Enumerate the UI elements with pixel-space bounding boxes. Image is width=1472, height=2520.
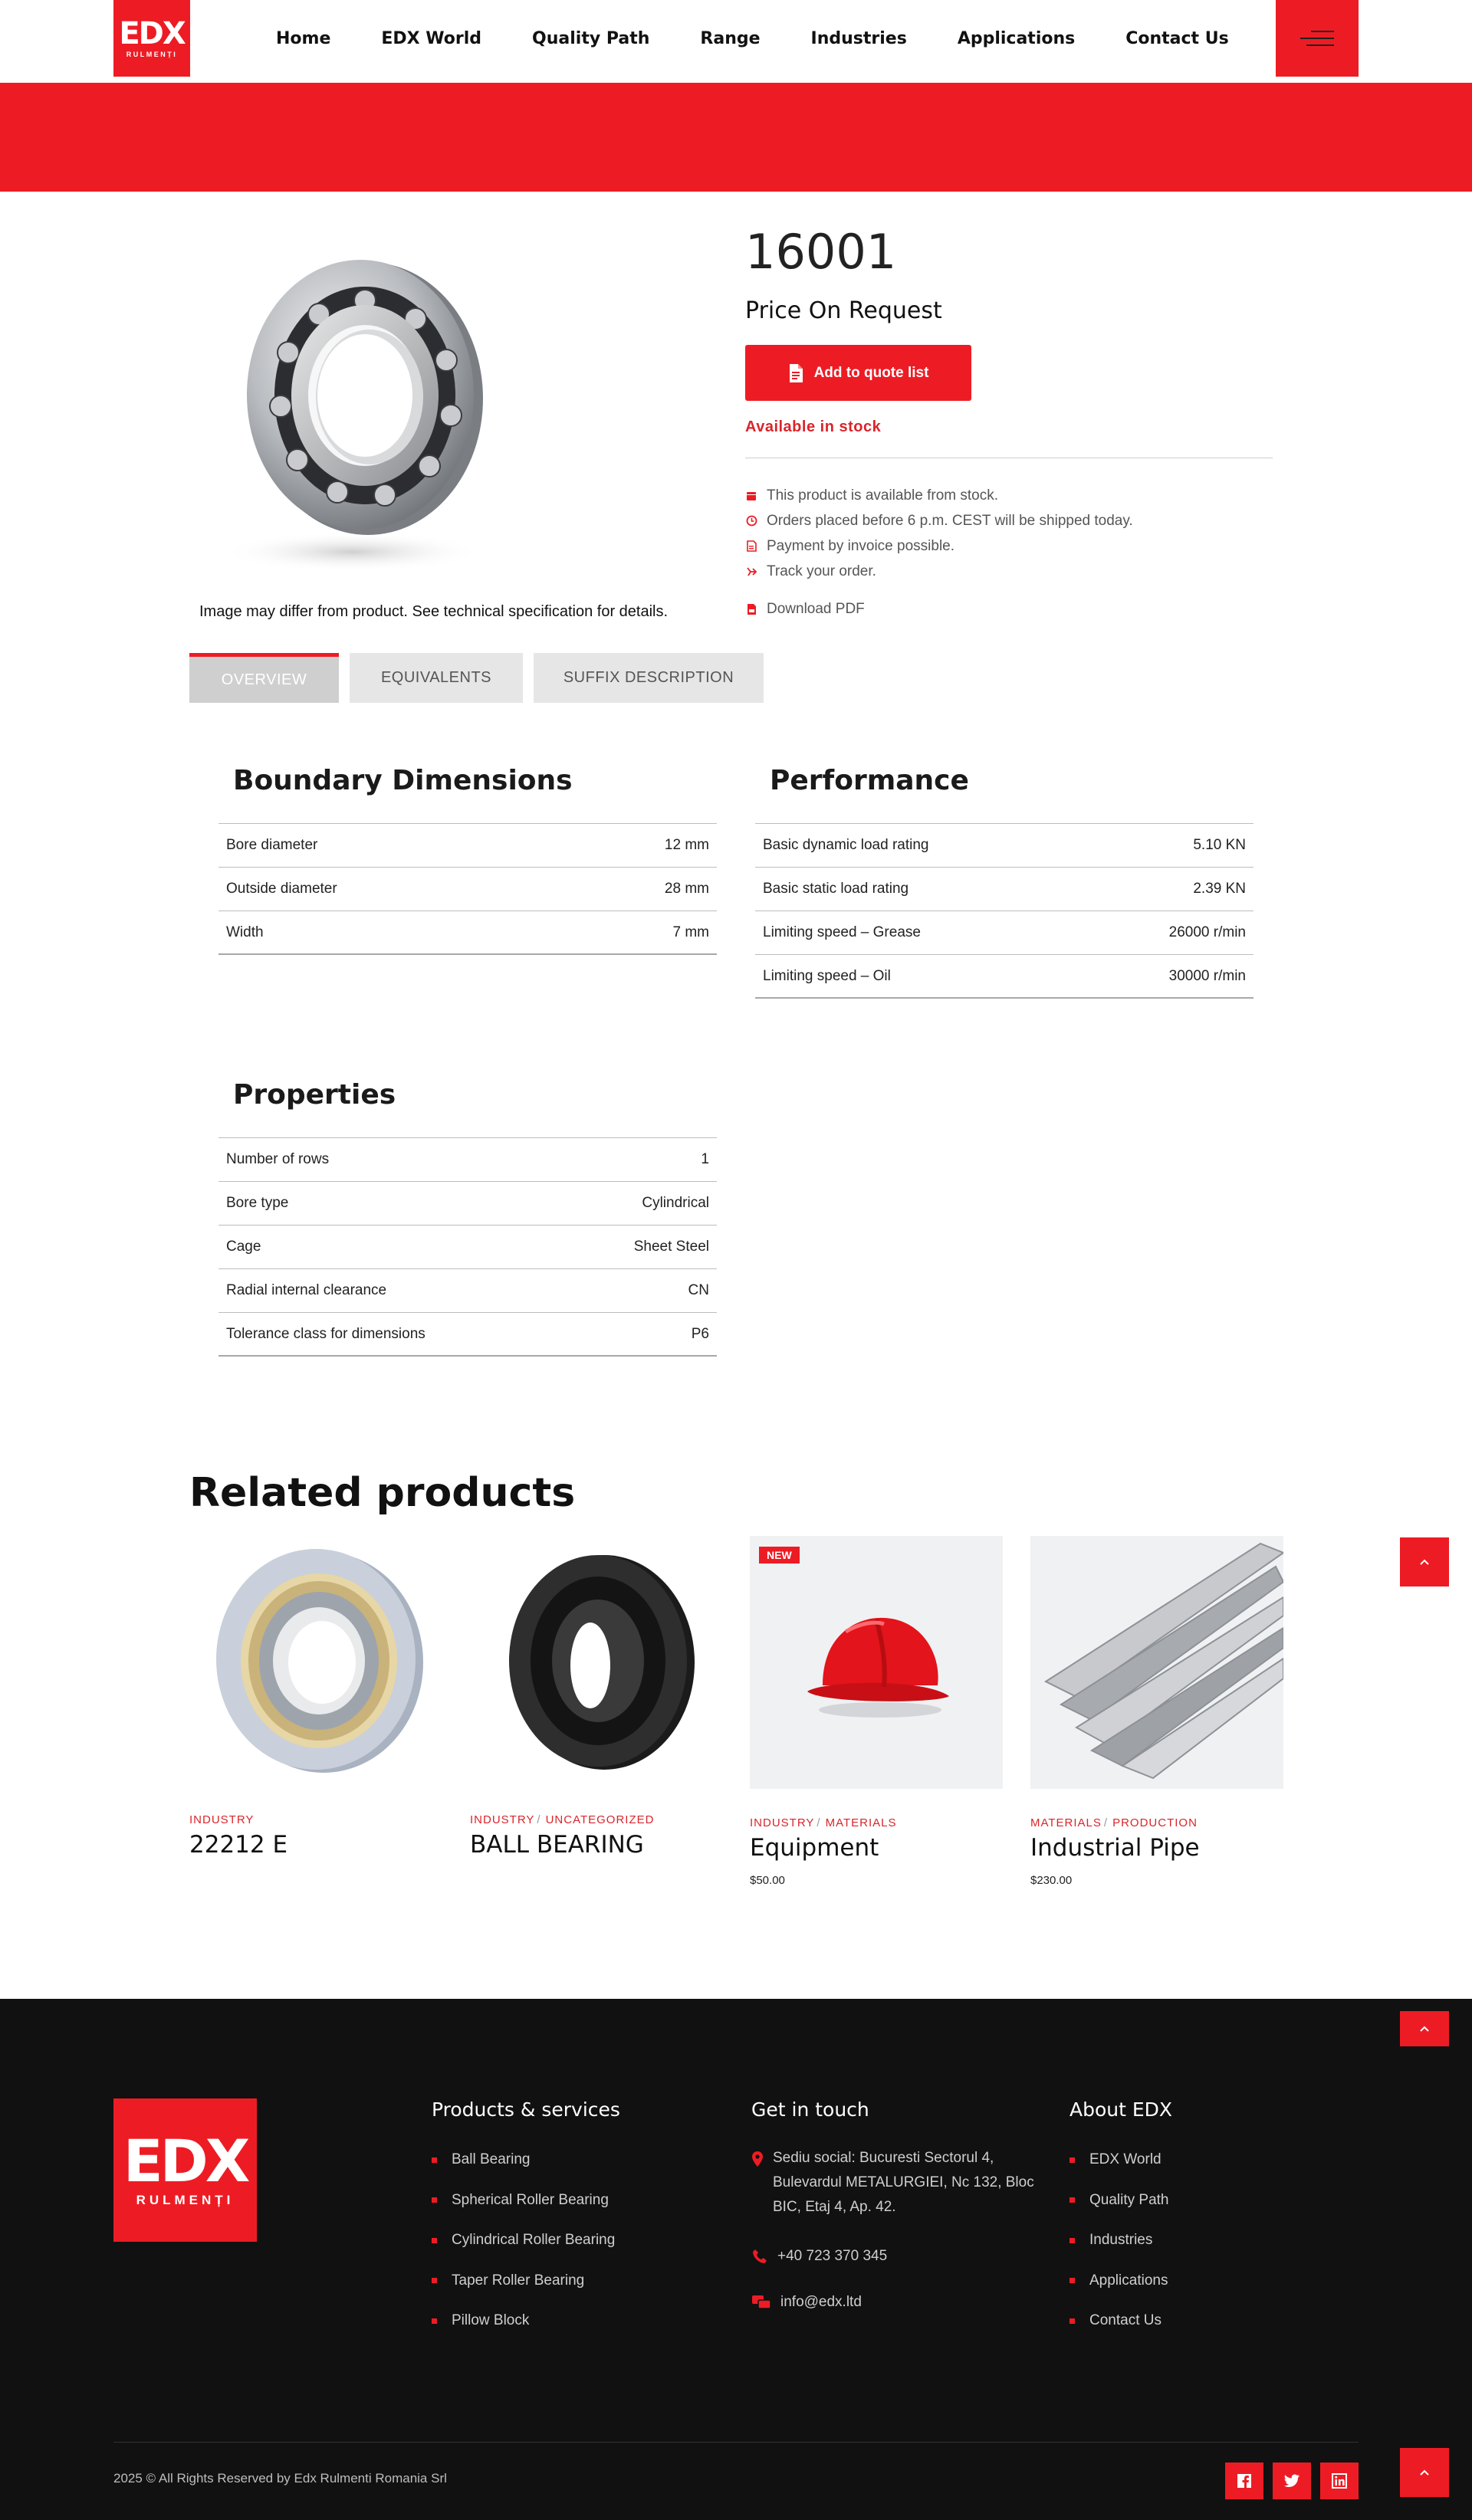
product-card[interactable]: [750, 1536, 1003, 1887]
document-icon: [788, 363, 803, 383]
logo-main-text: EDX: [119, 16, 185, 51]
download-pdf-link[interactable]: [745, 601, 865, 618]
download-pdf-label: Download PDF: [767, 601, 865, 617]
spec-value: 30000 r/min: [1168, 967, 1246, 984]
location-icon: [751, 2146, 764, 2220]
facebook-button[interactable]: [1225, 2463, 1263, 2499]
address: Sediu social: Bucuresti Sectorul 4, Bulevardul METALURGIEI, Nc 132, Bloc BIC, Etaj 4, Ap. 42.: [751, 2146, 1043, 2220]
product-image: [207, 245, 514, 582]
scroll-top-button[interactable]: [1400, 2448, 1449, 2497]
spec-value: 5.10 KN: [1193, 837, 1246, 853]
facebook-icon: [1237, 2473, 1252, 2489]
table-row: [219, 911, 717, 955]
boundary-dimensions-table: [219, 823, 717, 955]
product-info-list: [745, 483, 1133, 584]
footer-logo[interactable]: [113, 2098, 257, 2242]
category-link[interactable]: UNCATEGORIZED: [545, 1813, 655, 1826]
table-row: [219, 1226, 717, 1269]
twitter-icon: [1283, 2474, 1300, 2488]
performance-table: [755, 823, 1254, 999]
footer-link[interactable]: Applications: [1070, 2261, 1169, 2302]
footer-link[interactable]: Quality Path: [1070, 2180, 1169, 2221]
spec-label: Bore type: [226, 1195, 289, 1211]
phone[interactable]: +40 723 370 345: [751, 2244, 887, 2269]
footer-link[interactable]: Contact Us: [1070, 2301, 1169, 2341]
product-price: Price On Request: [745, 297, 942, 324]
product-title: 16001: [745, 224, 897, 280]
footer-link[interactable]: Industries: [1070, 2220, 1169, 2261]
footer-link[interactable]: Taper Roller Bearing: [432, 2261, 615, 2302]
spec-label: Width: [226, 924, 264, 940]
product-card-image[interactable]: [1030, 1536, 1283, 1789]
table-row: [755, 868, 1254, 911]
tab-equivalents[interactable]: EQUIVALENTS: [350, 653, 523, 703]
scroll-top-button[interactable]: [1400, 2011, 1449, 2046]
spec-label: Limiting speed – Oil: [763, 967, 891, 984]
spec-label: Tolerance class for dimensions: [226, 1325, 426, 1342]
footer-link[interactable]: Pillow Block: [432, 2301, 615, 2341]
table-row: [755, 824, 1254, 868]
hamburger-icon: [1300, 29, 1334, 48]
product-card-image[interactable]: [470, 1536, 723, 1789]
boundary-dimensions-title: Boundary Dimensions: [233, 765, 573, 796]
product-card-categories: [189, 1813, 442, 1826]
tab-suffix-description[interactable]: SUFFIX DESCRIPTION: [534, 653, 764, 703]
menu-button[interactable]: [1276, 0, 1359, 77]
category-link[interactable]: INDUSTRY: [189, 1813, 255, 1826]
image-disclaimer: Image may differ from product. See technical specification for details.: [199, 603, 669, 620]
product-tabs: [189, 653, 774, 703]
get-in-touch-title: Get in touch: [751, 2098, 869, 2121]
clock-icon: [745, 515, 757, 527]
scroll-top-button[interactable]: [1400, 1537, 1449, 1586]
nav-applications[interactable]: Applications: [957, 28, 1076, 48]
linkedin-button[interactable]: [1320, 2463, 1359, 2499]
product-card-image[interactable]: [189, 1536, 442, 1789]
info-text: Orders placed before 6 p.m. CEST will be shipped today.: [767, 512, 1133, 529]
category-link[interactable]: INDUSTRY: [750, 1816, 815, 1829]
table-row: [219, 1138, 717, 1182]
footer-link[interactable]: Ball Bearing: [432, 2140, 615, 2180]
nav-edx-world[interactable]: EDX World: [381, 28, 482, 48]
site-logo[interactable]: [113, 0, 190, 77]
spec-label: Outside diameter: [226, 881, 337, 897]
product-card[interactable]: [1030, 1536, 1283, 1887]
linkedin-icon: [1332, 2473, 1347, 2489]
info-item: [745, 483, 1133, 508]
main-nav: [276, 0, 1280, 77]
spec-value: CN: [688, 1282, 709, 1298]
spec-value: 7 mm: [672, 924, 709, 940]
product-card[interactable]: [189, 1536, 442, 1859]
logo-sub-text: RULMENȚI: [126, 51, 178, 58]
phone-icon: [751, 2244, 768, 2269]
footer-link[interactable]: Spherical Roller Bearing: [432, 2180, 615, 2221]
product-card-categories: INDUSTRY / MATERIALS: [750, 1816, 897, 1829]
spec-label: Limiting speed – Grease: [763, 924, 921, 940]
chat-icon: [751, 2290, 771, 2315]
info-item: [745, 508, 1133, 533]
spec-value: P6: [691, 1325, 709, 1342]
info-item: [745, 559, 1133, 584]
new-badge: NEW: [759, 1547, 800, 1564]
category-link[interactable]: PRODUCTION: [1112, 1816, 1198, 1829]
spec-label: Bore diameter: [226, 837, 318, 853]
nav-quality-path[interactable]: Quality Path: [532, 28, 650, 48]
product-card-categories: INDUSTRY / UNCATEGORIZED: [470, 1813, 655, 1826]
footer-divider: [113, 2442, 1359, 2443]
table-row: [219, 1182, 717, 1226]
pdf-icon: [745, 603, 757, 615]
site-header: [0, 0, 1472, 83]
product-card[interactable]: [470, 1536, 723, 1859]
email[interactable]: info@edx.ltd: [751, 2290, 862, 2315]
calendar-icon: [745, 491, 757, 501]
related-products-title: Related products: [189, 1470, 576, 1516]
table-row: [755, 911, 1254, 955]
nav-contact-us[interactable]: Contact Us: [1125, 28, 1229, 48]
spec-label: Number of rows: [226, 1151, 330, 1167]
category-link[interactable]: INDUSTRY: [470, 1813, 535, 1826]
product-card-price: $50.00: [750, 1874, 785, 1887]
chevron-up-icon: [1419, 2025, 1430, 2033]
table-row: [219, 824, 717, 868]
product-card-price: $230.00: [1030, 1874, 1073, 1887]
chevron-up-icon: [1419, 1558, 1430, 1566]
product-card-title[interactable]: Equipment: [750, 1834, 879, 1862]
properties-table: [219, 1137, 717, 1357]
info-item: [745, 533, 1133, 559]
about-edx-list: [1070, 2140, 1169, 2341]
product-card-categories: MATERIALS / PRODUCTION: [1030, 1816, 1198, 1829]
table-row: [219, 1313, 717, 1357]
spec-value: 2.39 KN: [1193, 881, 1246, 897]
invoice-icon: [745, 540, 757, 552]
spec-value: 12 mm: [664, 837, 709, 853]
spec-value: 26000 r/min: [1168, 924, 1246, 940]
info-text: Track your order.: [767, 563, 876, 579]
spec-label: Basic dynamic load rating: [763, 837, 929, 853]
nav-home[interactable]: Home: [276, 28, 331, 48]
page-banner: [0, 83, 1472, 192]
properties-title: Properties: [233, 1079, 396, 1111]
spec-value: Cylindrical: [642, 1195, 709, 1211]
products-services-list: [432, 2140, 615, 2341]
stock-status: Available in stock: [745, 418, 882, 435]
product-card-image[interactable]: [750, 1536, 1003, 1789]
info-text: This product is available from stock.: [767, 487, 999, 504]
add-to-quote-label: Add to quote list: [813, 364, 929, 381]
spec-value: Sheet Steel: [633, 1239, 709, 1255]
product-card-title[interactable]: BALL BEARING: [470, 1831, 644, 1859]
spec-value: 1: [701, 1151, 709, 1167]
spec-label: Basic static load rating: [763, 881, 909, 897]
copyright: 2025 © All Rights Reserved by Edx Rulmenti Romania Srl: [113, 2471, 447, 2486]
twitter-button[interactable]: [1273, 2463, 1311, 2499]
info-text: Payment by invoice possible.: [767, 537, 955, 554]
logo-sub-text: RULMENȚI: [136, 2192, 235, 2207]
products-services-title: Products & services: [432, 2098, 620, 2121]
add-to-quote-button[interactable]: [745, 345, 971, 401]
spec-label: Cage: [226, 1239, 261, 1255]
footer-link[interactable]: Cylindrical Roller Bearing: [432, 2220, 615, 2261]
nav-industries[interactable]: Industries: [810, 28, 907, 48]
table-row: [755, 955, 1254, 999]
product-card-title[interactable]: Industrial Pipe: [1030, 1834, 1200, 1862]
category-link[interactable]: MATERIALS: [825, 1816, 897, 1829]
about-edx-title: About EDX: [1070, 2098, 1173, 2121]
performance-title: Performance: [770, 765, 969, 796]
product-card-title[interactable]: 22212 E: [189, 1831, 288, 1859]
logo-main-text: EDX: [123, 2126, 248, 2195]
nav-range[interactable]: Range: [700, 28, 761, 48]
category-link[interactable]: MATERIALS: [1030, 1816, 1102, 1829]
tab-overview[interactable]: OVERVIEW: [189, 653, 339, 703]
chevron-up-icon: [1419, 2469, 1430, 2476]
footer-link[interactable]: EDX World: [1070, 2140, 1169, 2180]
table-row: [219, 1269, 717, 1313]
spec-value: 28 mm: [664, 881, 709, 897]
table-row: [219, 868, 717, 911]
truck-icon: [745, 566, 757, 577]
spec-label: Radial internal clearance: [226, 1282, 387, 1298]
